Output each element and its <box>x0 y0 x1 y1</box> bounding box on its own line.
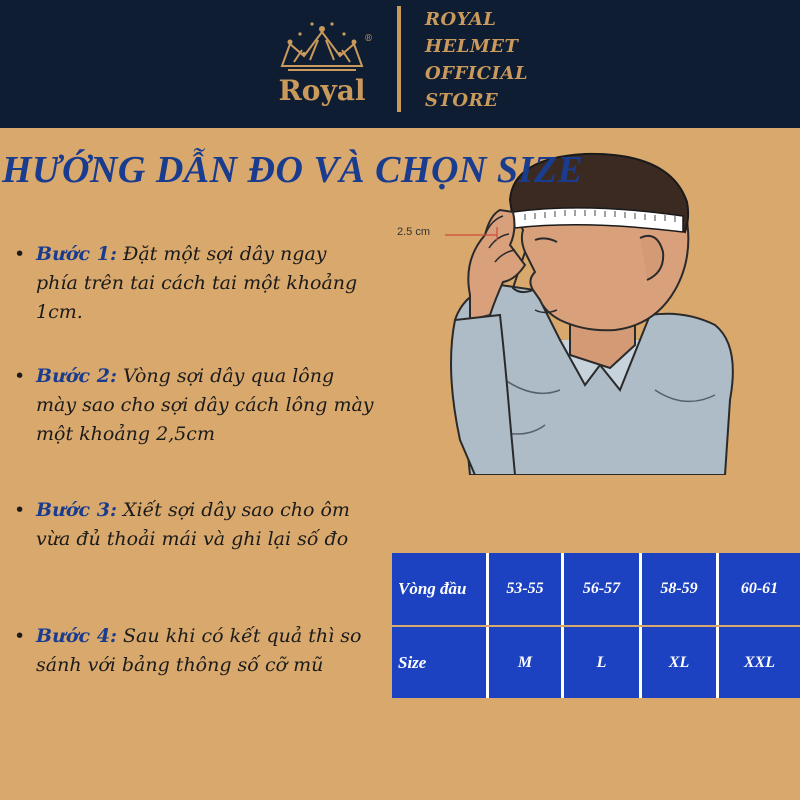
table-cell: XL <box>642 627 719 698</box>
table-row <box>392 553 800 625</box>
step-text: Đặt một sợi dây ngay phía trên tai cách tai một khoảng 1cm. <box>36 243 358 323</box>
header-bar <box>0 0 800 128</box>
step-text: Vòng sợi dây qua lông mày sao cho sợi dây cách lông mày một khoảng 2,5cm <box>36 365 374 445</box>
bullet-icon: • <box>14 625 26 647</box>
table-cell: 60-61 <box>719 553 800 625</box>
bullet-icon: • <box>14 243 26 265</box>
step-label: Bước 4: <box>36 625 117 647</box>
size-table <box>392 553 800 698</box>
header-divider <box>397 6 401 112</box>
table-cell: L <box>564 627 642 698</box>
store-line: STORE <box>425 90 499 111</box>
bullet-icon: • <box>14 499 26 521</box>
crown-icon <box>274 14 370 76</box>
brand-name: Royal <box>278 74 366 107</box>
step-item <box>14 240 374 327</box>
page-title: HƯỚNG DẪN ĐO VÀ CHỌN SIZE <box>2 149 584 191</box>
bullet-icon: • <box>14 365 26 387</box>
table-cell: Size <box>392 627 489 698</box>
measure-label: 2.5 cm <box>397 226 431 238</box>
step-item <box>14 622 374 680</box>
table-row <box>392 627 800 698</box>
store-name <box>425 6 528 114</box>
table-cell: Vòng đầu <box>392 553 489 625</box>
royal-logo[interactable] <box>266 14 378 112</box>
step-text: Sau khi có kết quả thì so sánh với bảng thông số cỡ mũ <box>36 625 362 676</box>
store-line: HELMET <box>425 36 519 57</box>
store-line: OFFICIAL <box>425 63 529 84</box>
registered-mark: ® <box>364 34 373 44</box>
step-label: Bước 3: <box>36 499 117 521</box>
step-label: Bước 2: <box>36 365 117 387</box>
step-item <box>14 362 374 449</box>
table-cell: M <box>489 627 564 698</box>
step-label: Bước 1: <box>36 243 117 265</box>
table-cell: XXL <box>719 627 800 698</box>
table-cell: 56-57 <box>564 553 642 625</box>
table-cell: 53-55 <box>489 553 564 625</box>
step-item <box>14 496 374 554</box>
table-cell: 58-59 <box>642 553 719 625</box>
step-text: Xiết sợi dây sao cho ôm vừa đủ thoải mái và ghi lại số đo <box>36 499 350 550</box>
store-line: ROYAL <box>425 9 497 30</box>
